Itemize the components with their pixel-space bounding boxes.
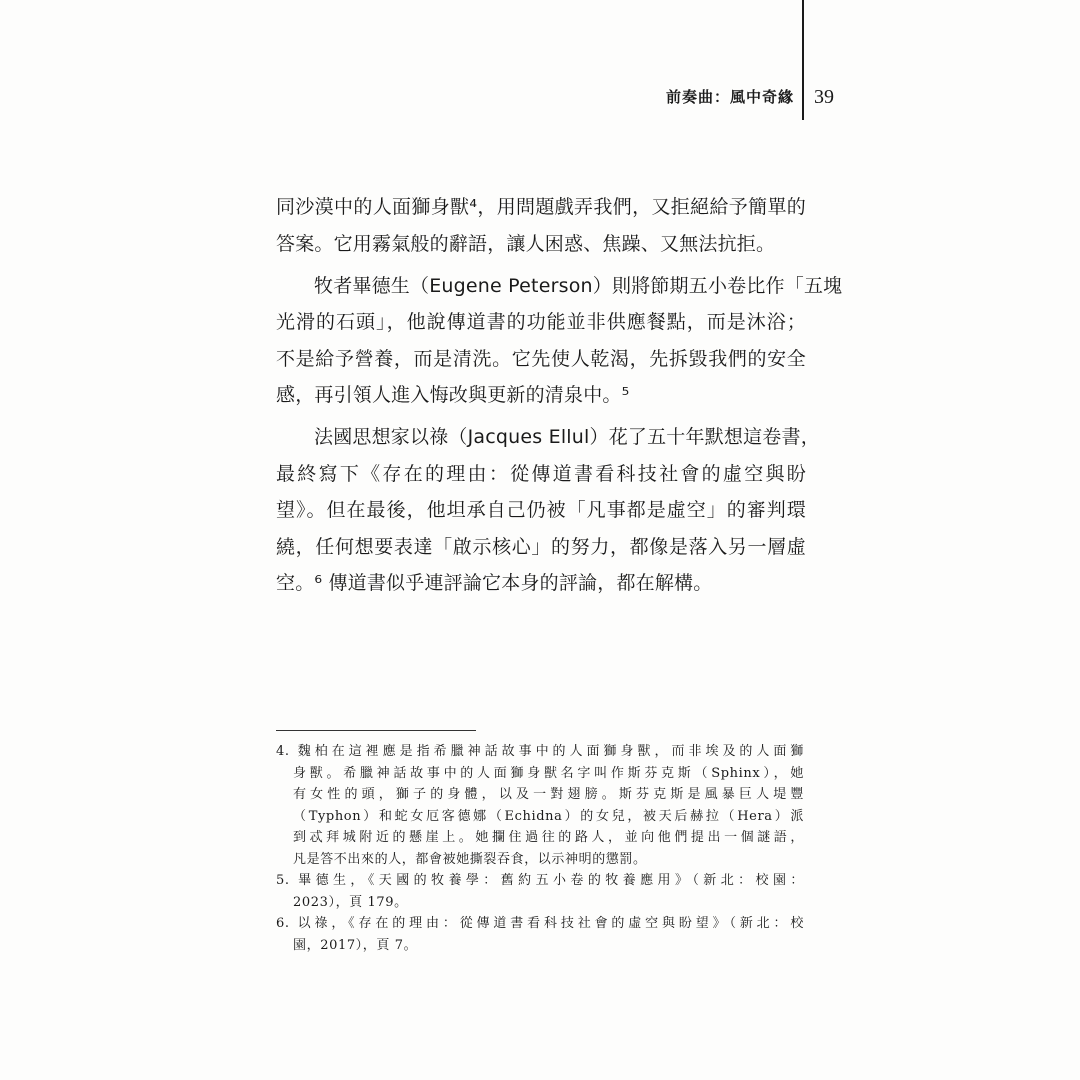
footnote-4-line: 身獸。希臘神話故事中的人面獅身獸名字叫作斯芬克斯（Sphinx），她: [293, 765, 804, 781]
footnote-separator: [276, 730, 476, 731]
footnote-6-line: 園，2017），頁 7。: [293, 937, 418, 953]
paragraph-3-line: 法國思想家以祿（Jacques Ellul）花了五十年默想這卷書，: [314, 426, 820, 448]
running-head: 前奏曲：風中奇緣: [665, 88, 794, 106]
paragraph-1-line: 同沙漠中的人面獅身獸⁴，用問題戲弄我們，又拒絕給予簡單的: [276, 196, 806, 218]
paragraph-3-line: 望》。但在最後，他坦承自己仍被「凡事都是虛空」的審判環: [276, 499, 806, 521]
footnote-5-line: 2023），頁 179。: [293, 894, 408, 910]
body-text: [276, 189, 843, 602]
header-vertical-rule: [802, 0, 804, 120]
paragraph-1-line: 答案。它用霧氣般的辭語，讓人困惑、焦躁、又無法抗拒。: [276, 232, 776, 255]
paragraph-3-line: 繞，任何想要表達「啟示核心」的努力，都像是落入另一層虛: [276, 535, 806, 558]
paragraph-3-line: 最終寫下《存在的理由：從傳道書看科技社會的虛空與盼: [276, 462, 806, 485]
footnote-4-line: 4. 魏柏在這裡應是指希臘神話故事中的人面獅身獸，而非埃及的人面獅: [276, 744, 804, 759]
page-number: 39: [814, 86, 834, 108]
footnote-4-line: 凡是答不出來的人，都會被她撕裂吞食，以示神明的懲罰。: [293, 851, 647, 867]
paragraph-2-line: 光滑的石頭」，他說傳道書的功能並非供應餐點，而是沐浴；: [276, 311, 806, 333]
footnote-4-line: 到忒拜城附近的懸崖上。她攔住過往的路人，並向他們提出一個謎語，: [293, 830, 804, 845]
footnote-4-line: （Typhon）和蛇女厄客德娜（Echidna）的女兒，被天后赫拉（Hera）派: [293, 808, 804, 824]
footnote-6-line: 6. 以祿，《存在的理由：從傳道書看科技社會的虛空與盼望》（新北：校: [276, 916, 804, 931]
paragraph-3-line: 空。⁶ 傳道書似乎連評論它本身的評論，都在解構。: [276, 572, 713, 594]
paragraph-2-line: 牧者畢德生（Eugene Peterson）則將節期五小卷比作「五塊: [314, 274, 843, 297]
paragraph-2-line: 不是給予營養，而是清洗。它先使人乾渴，先拆毀我們的安全: [276, 347, 806, 370]
footnote-5-line: 5. 畢德生，《天國的牧養學：舊約五小卷的牧養應用》（新北：校園：: [276, 873, 804, 888]
paragraph-2-line: 感，再引領人進入悔改與更新的清泉中。⁵: [276, 384, 630, 406]
footnote-4-line: 有女性的頭，獅子的身體，以及一對翅膀。斯芬克斯是風暴巨人堤豐: [293, 787, 804, 802]
footnotes: [276, 741, 804, 956]
